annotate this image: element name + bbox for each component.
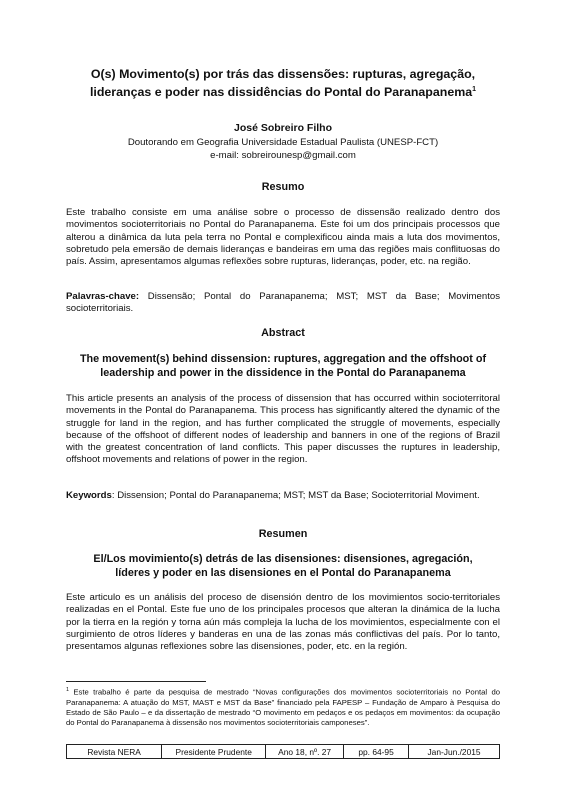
resumen-heading: Resumen (258, 528, 308, 540)
resumen-body: Este articulo es un análisis del proceso de disensión dentro de los movimientos socio-territoriales realizadas en el Pontal. Este fue uno de los principales procesos que alteran la dinámica de la lucha por la tierra en la región y torna aún más compleja la lucha de los movimientos, especialmente con el surgimiento de otros líderes y banderas en una de las zonas más conflictivas del país. Por lo tanto, presentamos algunas reflexiones sobre las disensiones, poder, etc. en la región. (66, 592, 500, 653)
footer-date: Jan-Jun./2015 (409, 745, 500, 759)
resumo-keywords-text: Dissensão; Pontal do Paranapanema; MST; MST da Base; Movimentos socioterritoriais. (66, 291, 500, 315)
abstract-keywords-label: Keywords (66, 490, 112, 501)
abstract-title (66, 352, 500, 380)
title-line-1: O(s) Movimento(s) por trás das dissensões: rupturas, agregação, (90, 67, 476, 81)
abstract-title-line-1: The movement(s) behind dissension: ruptures, aggregation and the offshoot of (79, 353, 487, 365)
footnote-text: Este trabalho é parte da pesquisa de mestrado “Novas configurações dos movimentos socioterritoriais no Pontal do Paranapanema: A atuação do MST, MAST e MST da Base” financiado pela FAPESP – Fundação de Amparo à Pesquisa do Estado de São Paulo – e da dissertação de mestrado “O movimento em pedaços e os pedaços em movimentos: da ocupação do Pontal do Paranapanema à dissensão nos movimentos socioterritoriais camponeses”. (66, 687, 500, 727)
footnote-mark: 1 (66, 687, 70, 693)
footer-pages: pp. 64-95 (344, 745, 409, 759)
author-email: e-mail: sobreirounesp@gmail.com (210, 150, 356, 161)
abstract-title-line-2: leadership and power in the dissidence in the Pontal do Paranapanema (100, 367, 466, 379)
title-line-2 (66, 82, 500, 100)
abstract-body: This article presents an analysis of the process of dissension that has occurred within socioterritoral movements in the Pontal do Paranapanema. This process has significantly altered the dynamic of the struggle for land in the region, and has further complicated the struggle of movements, especially because of the offshoot of different nodes of leadership and banners in one of the regions of Brazil with the greatest concentration of land conflicts. This paper discusses the ruptures in leadership, offshoot movements and relations of power in the region. (66, 393, 500, 466)
author-name: José Sobreiro Filho (233, 122, 333, 134)
paper-title (66, 66, 500, 100)
journal-footer-table (66, 744, 500, 759)
resumen-title-line-1: El/Los movimiento(s) detrás de las disensiones: disensiones, agregación, (93, 553, 473, 565)
footer-volume: Ano 18, nº. 27 (266, 745, 344, 759)
abstract-heading: Abstract (261, 327, 305, 339)
title-line-2-text: lideranças e poder nas dissidências do Pontal do Paranapanema (89, 85, 473, 100)
footer-journal: Revista NERA (67, 745, 162, 759)
abstract-keywords (66, 490, 500, 502)
footer-city: Presidente Prudente (162, 745, 266, 759)
abstract-keywords-text: : Dissension; Pontal do Paranapanema; MST; MST da Base; Socioterritorial Moviment. (111, 490, 480, 501)
journal-footer-row (67, 745, 500, 759)
author-details (66, 136, 500, 162)
resumo-heading: Resumo (261, 181, 305, 193)
footnote-rule (66, 681, 206, 682)
resumo-keywords-label: Palavras-chave: (66, 291, 140, 302)
resumo-keywords (66, 291, 500, 316)
author-affiliation: Doutorando em Geografia Universidade Estadual Paulista (UNESP-FCT) (127, 137, 439, 148)
footnote (66, 685, 500, 728)
resumen-title-line-2: líderes y poder en las disensiones en el Pontal do Paranapanema (115, 567, 451, 579)
resumen-title (66, 552, 500, 580)
resumo-body: Este trabalho consiste em uma análise sobre o processo de dissensão realizado dentro dos movimentos socioterritoriais no Pontal do Paranapanema. Este foi um dos principais processos que alterou a dinâmica da luta pela terra no Pontal e complexificou ainda mais a luta dos movimentos, sobretudo pela emersão de demais lideranças e bandeiras em uma das regiões mais conflituosas do país. Assim, apresentamos algumas reflexões sobre rupturas, lideranças, poder, etc. na região. (66, 207, 500, 268)
title-footnote-mark: 1 (472, 86, 477, 93)
